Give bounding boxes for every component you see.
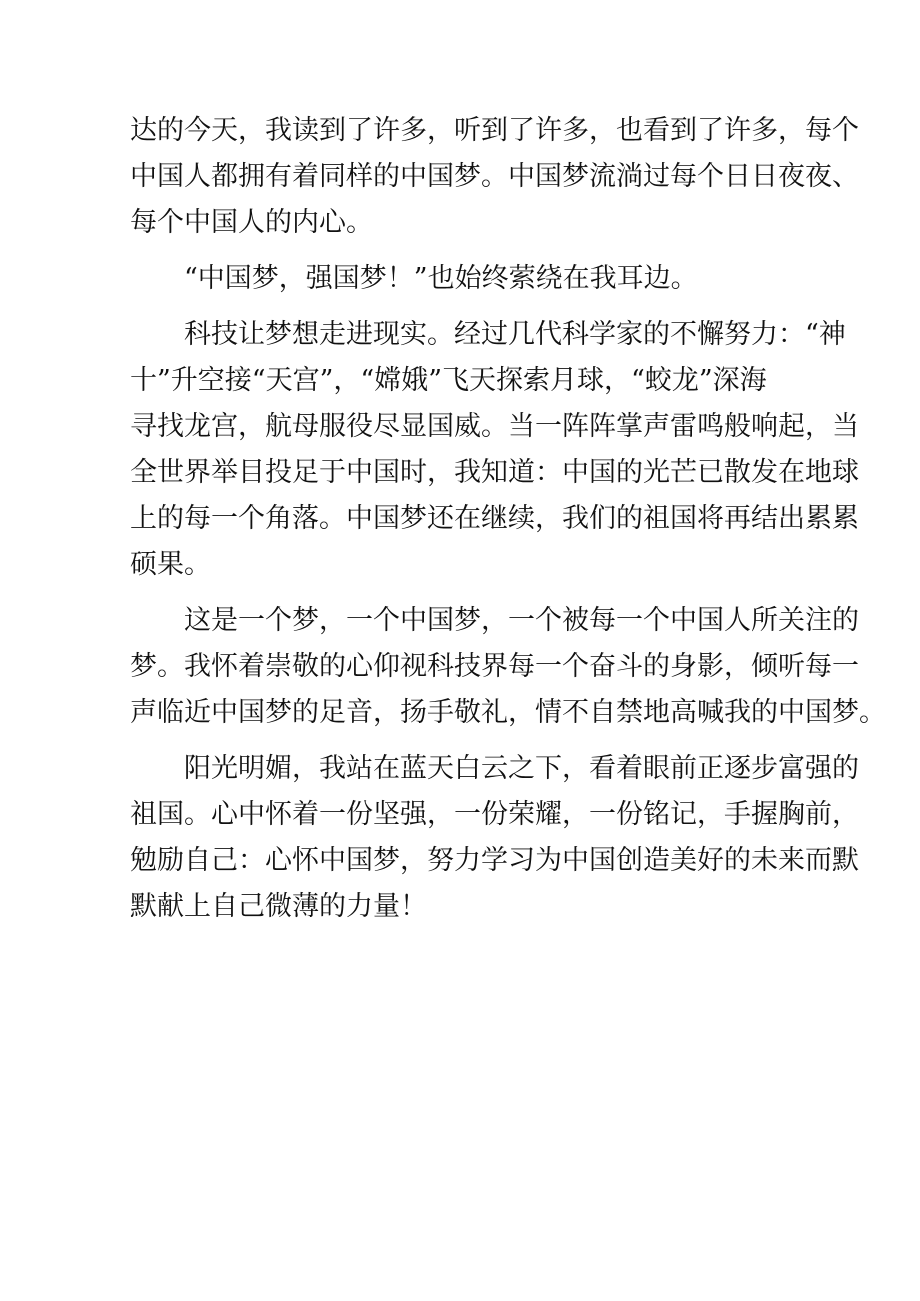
text-line: 默献上自己微薄的力量！ — [130, 891, 427, 922]
paragraph-2 — [130, 256, 810, 302]
text-line: 科技让梦想走进现实。经过几代科学家的不懈努力：“神 — [184, 319, 846, 350]
text-line: 十”升空接“天宫”，“嫦娥”飞天探索月球，“蛟龙”深海 — [130, 365, 767, 396]
paragraph-5 — [130, 746, 859, 930]
text-line: 硕果。 — [130, 549, 211, 580]
paragraph-4 — [130, 598, 886, 736]
text-line: 勉励自己：心怀中国梦，努力学习为中国创造美好的未来而默 — [130, 845, 859, 876]
text-line: 阳光明媚，我站在蓝天白云之下，看着眼前正逐步富强的 — [184, 753, 859, 784]
paragraph-3 — [130, 312, 859, 588]
text-line: 梦。我怀着崇敬的心仰视科技界每一个奋斗的身影，倾听每一 — [130, 651, 859, 682]
text-line: 中国人都拥有着同样的中国梦。中国梦流淌过每个日日夜夜、 — [130, 161, 859, 192]
text-line: 声临近中国梦的足音，扬手敬礼，情不自禁地高喊我的中国梦。 — [130, 697, 886, 728]
text-line: 每个中国人的内心。 — [130, 207, 373, 238]
text-line: 这是一个梦，一个中国梦，一个被每一个中国人所关注的 — [184, 605, 859, 636]
text-line: 寻找龙宫，航母服役尽显国威。当一阵阵掌声雷鸣般响起，当 — [130, 411, 859, 442]
text-line: 全世界举目投足于中国时，我知道：中国的光芒已散发在地球 — [130, 457, 859, 488]
text-line: 上的每一个角落。中国梦还在继续，我们的祖国将再结出累累 — [130, 503, 859, 534]
body-text — [130, 108, 886, 930]
paragraph-1 — [130, 108, 859, 246]
text-line: 达的今天，我读到了许多，听到了许多，也看到了许多，每个 — [130, 115, 859, 146]
text-line: 祖国。心中怀着一份坚强，一份荣耀，一份铭记，手握胸前， — [130, 799, 859, 830]
text-line: “中国梦，强国梦！”也始终萦绕在我耳边。 — [184, 263, 698, 294]
